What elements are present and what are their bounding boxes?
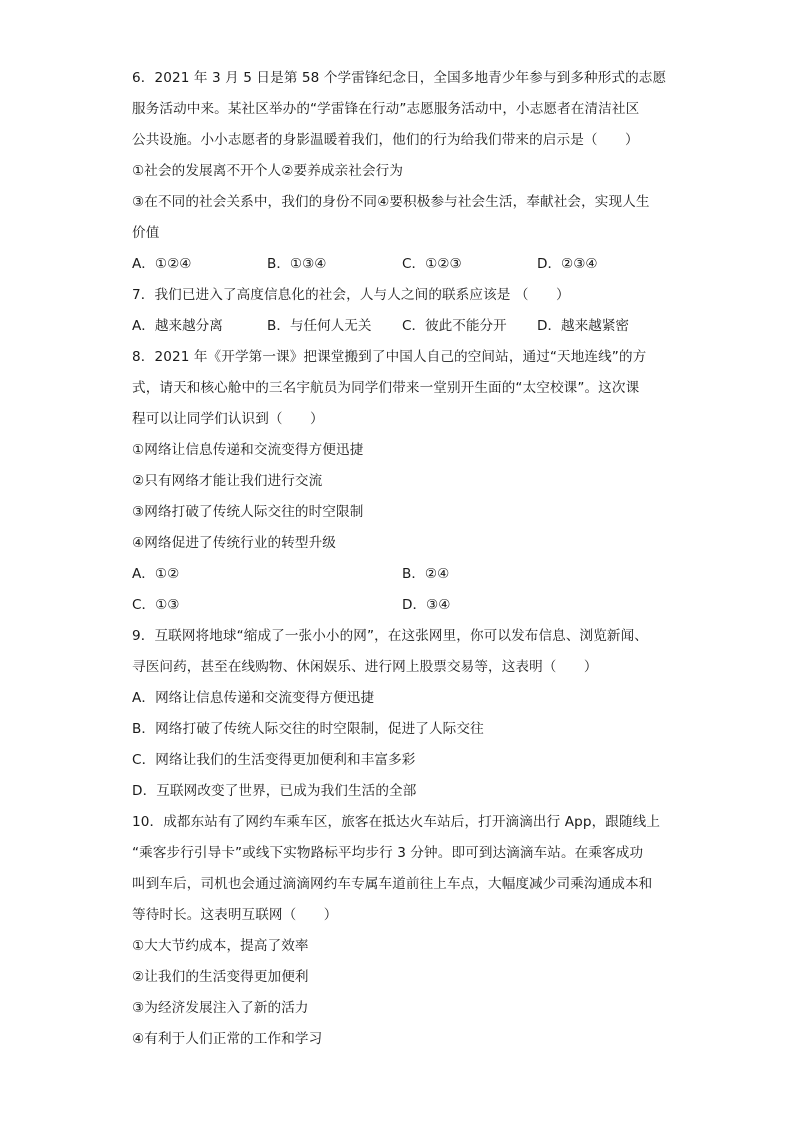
q10-item-3: ③为经济发展注入了新的活力 bbox=[132, 1000, 309, 1016]
q10-item-2: ②让我们的生活变得更加便利 bbox=[132, 969, 309, 985]
question-7 bbox=[132, 280, 672, 342]
question-8 bbox=[132, 342, 672, 621]
q8-option-c: C．①③ bbox=[132, 597, 180, 613]
q6-stem-line-1: 6．2021 年 3 月 5 日是第 58 个学雷锋纪念日，全国多地青少年参与到多种形式的志愿 bbox=[132, 70, 667, 86]
q6-item-line-2: ③在不同的社会关系中，我们的身份不同④要积极参与社会生活，奉献社会，实现人生 bbox=[132, 194, 650, 210]
q10-item-4: ④有利于人们正常的工作和学习 bbox=[132, 1031, 323, 1047]
question-10 bbox=[132, 807, 672, 1055]
q7-options bbox=[132, 311, 672, 342]
q8-stem-line-3: 程可以让同学们认识到（ ） bbox=[132, 411, 324, 427]
q7-option-a: A．越来越分离 bbox=[132, 318, 223, 334]
q8-item-2: ②只有网络才能让我们进行交流 bbox=[132, 473, 323, 489]
q8-stem-line-1: 8．2021 年《开学第一课》把课堂搬到了中国人自己的空间站，通过“天地连线”的方 bbox=[132, 349, 647, 365]
q7-option-b: B．与任何人无关 bbox=[267, 318, 372, 334]
q6-option-c: C．①②③ bbox=[402, 256, 462, 272]
q9-stem-line-1: 9．互联网将地球“缩成了一张小小的网”，在这张网里，你可以发布信息、浏览新闻、 bbox=[132, 628, 649, 644]
q10-stem-line-1: 10．成都东站有了网约车乘车区，旅客在抵达火车站后，打开滴滴出行 App，跟随线上 bbox=[132, 814, 661, 830]
q10-stem-line-2: “乘客步行引导卡”或线下实物路标平均步行 3 分钟。即可到达滴滴车站。在乘客成功 bbox=[132, 845, 644, 861]
q6-option-b: B．①③④ bbox=[267, 256, 327, 272]
q6-stem-line-2: 服务活动中来。某社区举办的“学雷锋在行动”志愿服务活动中，小志愿者在清洁社区 bbox=[132, 101, 640, 117]
q6-option-a: A．①②④ bbox=[132, 256, 192, 272]
q9-option-c: C．网络让我们的生活变得更加便利和丰富多彩 bbox=[132, 752, 416, 768]
q8-option-b: B．②④ bbox=[402, 566, 450, 582]
q6-stem-line-3: 公共设施。小小志愿者的身影温暖着我们，他们的行为给我们带来的启示是（ ） bbox=[132, 132, 639, 148]
q9-option-a: A．网络让信息传递和交流变得方便迅捷 bbox=[132, 690, 375, 706]
q8-item-4: ④网络促进了传统行业的转型升级 bbox=[132, 535, 336, 551]
q8-options-row-1 bbox=[132, 559, 672, 590]
q8-option-d: D．③④ bbox=[402, 597, 451, 613]
q8-options-row-2 bbox=[132, 590, 672, 621]
q7-stem-line-1: 7．我们已进入了高度信息化的社会，人与人之间的联系应该是 （ ） bbox=[132, 287, 570, 303]
q8-option-a: A．①② bbox=[132, 566, 180, 582]
question-6 bbox=[132, 63, 672, 280]
question-9 bbox=[132, 621, 672, 807]
q7-option-d: D．越来越紧密 bbox=[537, 318, 630, 334]
q6-item-line-1: ①社会的发展离不开个人②要养成亲社会行为 bbox=[132, 163, 404, 179]
q10-stem-line-3: 叫到车后，司机也会通过滴滴网约车专属车道前往上车点，大幅度减少司乘沟通成本和 bbox=[132, 876, 653, 892]
q9-option-b: B．网络打破了传统人际交往的时空限制，促进了人际交往 bbox=[132, 721, 484, 737]
q6-item-line-3: 价值 bbox=[132, 225, 160, 241]
q8-item-3: ③网络打破了传统人际交往的时空限制 bbox=[132, 504, 364, 520]
q6-option-d: D．②③④ bbox=[537, 256, 598, 272]
q10-stem-line-4: 等待时长。这表明互联网（ ） bbox=[132, 907, 338, 923]
q8-item-1: ①网络让信息传递和交流变得方便迅捷 bbox=[132, 442, 364, 458]
q9-option-d: D．互联网改变了世界，已成为我们生活的全部 bbox=[132, 783, 417, 799]
q6-options bbox=[132, 249, 672, 280]
q8-stem-line-2: 式，请天和核心舱中的三名宇航员为同学们带来一堂别开生面的“太空校课”。这次课 bbox=[132, 380, 640, 396]
q9-stem-line-2: 寻医问药，甚至在线购物、休闲娱乐、进行网上股票交易等，这表明（ ） bbox=[132, 659, 598, 675]
question-list bbox=[132, 63, 672, 1055]
q10-item-1: ①大大节约成本，提高了效率 bbox=[132, 938, 309, 954]
q7-option-c: C．彼此不能分开 bbox=[402, 318, 507, 334]
